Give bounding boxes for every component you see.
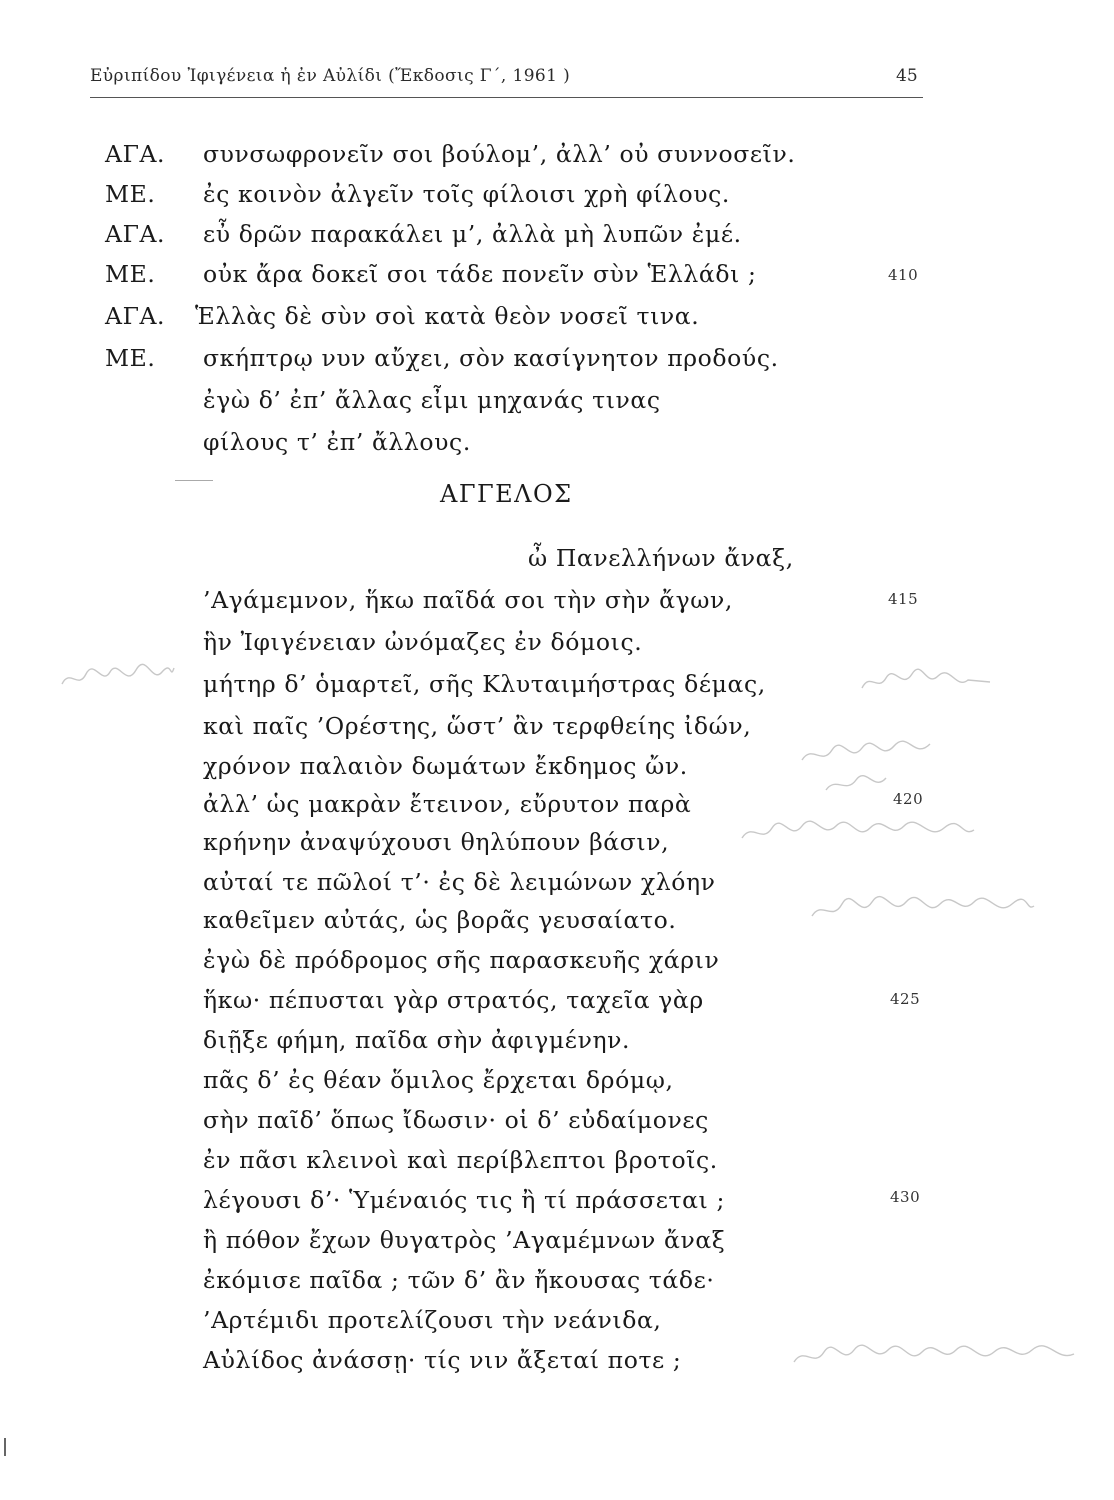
verse-line: ’Αγάμεμνον, ἥκω παῖδά σοι τὴν σὴν ἄγων, bbox=[203, 586, 733, 614]
verse-line: ἐν πᾶσι κλεινοὶ καὶ περίβλεπτοι βροτοῖς. bbox=[203, 1146, 718, 1174]
verse-line: Αὐλίδος ἀνάσσῃ· τίς νιν ἄξεταί ποτε ; bbox=[203, 1346, 682, 1374]
verse-line: ἢ πόθον ἔχων θυγατρὸς ’Αγαμέμνων ἄναξ bbox=[203, 1226, 726, 1254]
verse-text: εὖ δρῶν παρακάλει μ’, ἀλλὰ μὴ λυπῶν ἐμέ. bbox=[203, 220, 742, 248]
page-edge-mark bbox=[4, 1438, 6, 1456]
pencil-marginalia bbox=[58, 650, 178, 700]
pencil-marginalia bbox=[808, 882, 1038, 932]
verse-line: κρήνην ἀναψύχουσι θηλύπουν βάσιν, bbox=[203, 828, 670, 856]
speaker-label: ΜΕ. bbox=[105, 260, 156, 288]
verse-text: ἐς κοινὸν ἀλγεῖν τοῖς φίλοισι χρὴ φίλους. bbox=[203, 180, 730, 208]
verse-line: ἥκω· πέπυσται γὰρ στρατός, ταχεῖα γὰρ bbox=[203, 986, 704, 1014]
verse-line: ὦ Πανελλήνων ἄναξ, bbox=[528, 544, 794, 572]
verse-line: διῇξε φήμη, παῖδα σὴν ἀφιγμένην. bbox=[203, 1026, 631, 1054]
verse-line: σὴν παῖδ’ ὅπως ἴδωσιν· οἱ δ’ εὐδαίμονες bbox=[203, 1106, 709, 1134]
line-number: 430 bbox=[890, 1188, 921, 1206]
verse-line: ἀλλ’ ὡς μακρὰν ἔτεινον, εὔρυτον παρὰ bbox=[203, 790, 692, 818]
verse-text: συνσωφρονεῖν σοι βούλομ’, ἀλλ’ οὐ συννοσεῖν. bbox=[203, 140, 796, 168]
page-number: 45 bbox=[896, 66, 918, 86]
line-number: 420 bbox=[893, 790, 924, 808]
verse-line: μήτηρ δ’ ὁμαρτεῖ, σῆς Κλυταιμήστρας δέμας, bbox=[203, 670, 766, 698]
verse-line: ἐκόμισε παῖδα ; τῶν δ’ ἂν ἤκουσας τάδε· bbox=[203, 1266, 715, 1294]
speaker-label: ΑΓΑ. bbox=[105, 302, 166, 330]
verse-text: φίλους τ’ ἐπ’ ἄλλους. bbox=[203, 428, 471, 456]
speaker-label: ΜΕ. bbox=[105, 180, 156, 208]
verse-line: ἐγὼ δὲ πρόδρομος σῆς παρασκευῆς χάριν bbox=[203, 946, 720, 974]
speaker-label: ΑΓΑ. bbox=[105, 220, 166, 248]
line-number: 425 bbox=[890, 990, 921, 1008]
header-rule bbox=[90, 97, 923, 98]
verse-line: ’Αρτέμιδι προτελίζουσι τὴν νεάνιδα, bbox=[203, 1306, 662, 1334]
verse-line: λέγουσι δ’· Ὑμέναιός τις ἢ τί πράσσεται ; bbox=[203, 1186, 725, 1214]
verse-line: αὐταί τε πῶλοί τ’· ἐς δὲ λειμώνων χλόην bbox=[203, 868, 716, 896]
speaker-label: ΑΓΑ. bbox=[105, 140, 166, 168]
verse-text: σκήπτρῳ νυν αὔχει, σὸν κασίγνητον προδούς. bbox=[203, 344, 779, 372]
verse-line: καὶ παῖς ’Ορέστης, ὥστ’ ἂν τερφθείης ἰδών, bbox=[203, 712, 752, 740]
verse-line: πᾶς δ’ ἐς θέαν ὅμιλος ἔρχεται δρόμῳ, bbox=[203, 1066, 674, 1094]
scene-divider bbox=[175, 480, 213, 481]
pencil-marginalia bbox=[738, 812, 978, 852]
verse-text: οὐκ ἄρα δοκεῖ σοι τάδε πονεῖν σὺν Ἑλλάδι ; bbox=[203, 260, 757, 288]
pencil-marginalia bbox=[790, 1332, 1080, 1382]
verse-line: καθεῖμεν αὐτάς, ὡς βορᾶς γευσαίατο. bbox=[203, 906, 677, 934]
pencil-marginalia bbox=[796, 730, 946, 800]
running-header: Εὐριπίδου Ἰφιγένεια ἡ ἐν Αὐλίδι (Ἔκδοσις Γ΄, 1961 ) bbox=[90, 66, 571, 86]
pencil-marginalia bbox=[856, 660, 996, 700]
verse-line: ἣν Ἰφιγένειαν ὠνόμαζες ἐν δόμοις. bbox=[203, 628, 643, 656]
line-number: 410 bbox=[888, 266, 919, 284]
verse-text: ἐγὼ δ’ ἐπ’ ἄλλας εἶμι μηχανάς τινας bbox=[203, 386, 661, 414]
section-title: ΑΓΓΕΛΟΣ bbox=[440, 480, 573, 508]
line-number: 415 bbox=[888, 590, 919, 608]
verse-text: Ἑλλὰς δὲ σὺν σοὶ κατὰ θεὸν νοσεῖ τινα. bbox=[195, 302, 700, 330]
speaker-label: ΜΕ. bbox=[105, 344, 156, 372]
verse-line: χρόνον παλαιὸν δωμάτων ἔκδημος ὤν. bbox=[203, 752, 688, 780]
